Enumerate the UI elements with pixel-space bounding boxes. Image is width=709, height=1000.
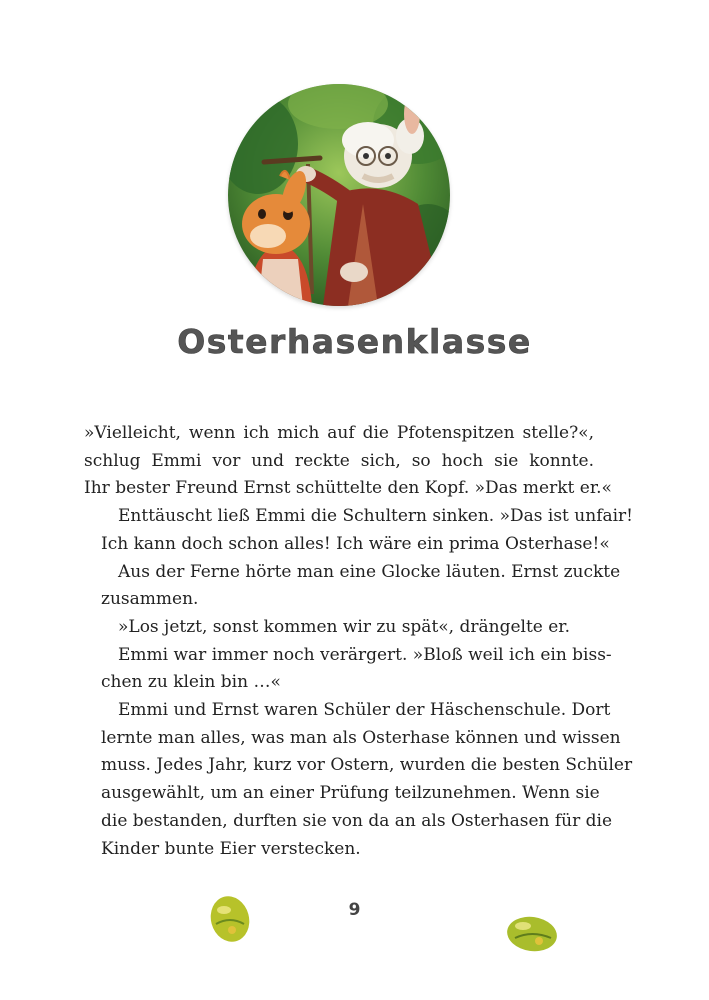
paragraph — [84, 697, 633, 863]
paragraph — [84, 642, 612, 697]
rabbit-characters-illustration-icon — [228, 84, 450, 306]
chapter-illustration — [228, 84, 450, 306]
text-line: die bestanden, durften sie von da an als Osterhasen für die — [101, 810, 613, 831]
text-line: zusammen. — [101, 589, 199, 610]
text-line: Kinder bunte Eier verstecken. — [101, 838, 361, 859]
easter-egg-icon — [505, 914, 559, 954]
text-line: ausgewählt, um an einer Prüfung teilzunehmen. Wenn sie — [101, 783, 600, 804]
paragraph — [84, 420, 612, 503]
text-line: schlug Emmi vor und reckte sich, so hoch sie konnte. — [84, 450, 594, 471]
text-line: Ihr bester Freund Ernst schüttelte den Kopf. »Das merkt er.« — [84, 478, 612, 499]
paragraph — [84, 559, 621, 614]
story-text — [84, 420, 634, 863]
text-line: Enttäuscht ließ Emmi die Schultern sinken. »Das ist unfair! — [118, 506, 634, 527]
text-line: »Vielleicht, wenn ich mich auf die Pfotenspitzen stelle?«, — [84, 423, 594, 443]
text-line: »Los jetzt, sonst kommen wir zu spät«, drängelte er. — [118, 616, 570, 637]
text-line: Aus der Ferne hörte man eine Glocke läuten. Ernst zuckte — [118, 561, 621, 582]
paragraph — [84, 503, 634, 558]
text-line: Ich kann doch schon alles! Ich wäre ein prima Osterhase!« — [101, 533, 610, 554]
paragraph — [84, 614, 594, 642]
text-line: Emmi war immer noch verärgert. »Bloß weil ich ein biss- — [118, 644, 612, 665]
text-line: Emmi und Ernst waren Schüler der Häschenschule. Dort — [118, 700, 611, 721]
page-number: 9 — [348, 900, 361, 920]
chapter-title: Osterhasenklasse — [177, 322, 532, 361]
text-line: muss. Jedes Jahr, kurz vor Ostern, wurden die besten Schüler — [101, 755, 633, 776]
text-line: lernte man alles, was man als Osterhase können und wissen — [101, 727, 621, 748]
text-line: chen zu klein bin …« — [101, 672, 281, 693]
